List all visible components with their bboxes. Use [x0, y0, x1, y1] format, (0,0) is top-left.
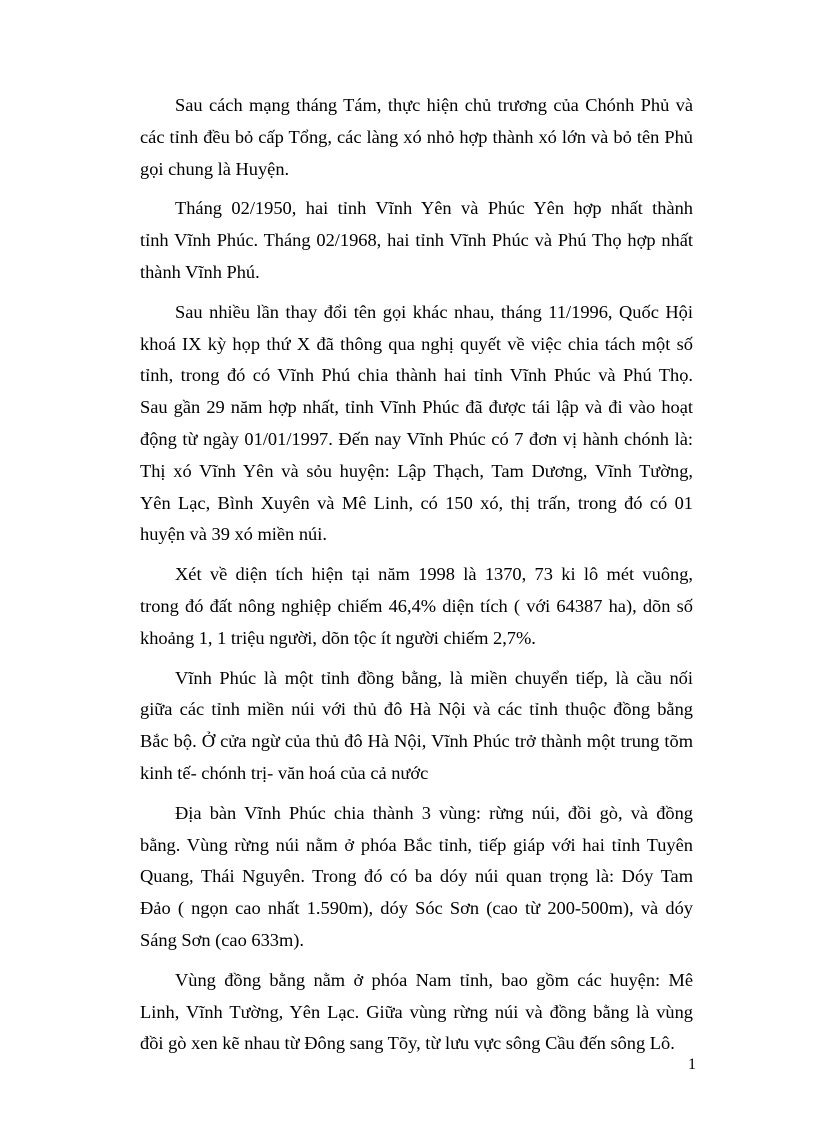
- page-number: 1: [688, 1056, 696, 1073]
- text-line: thành Vĩnh Phú.: [140, 261, 260, 282]
- text-line: Đảo ( ngọn cao nhất 1.590m), dóy Sóc Sơn (cao từ 200-500m), và dóy: [140, 898, 693, 919]
- text-line: động từ ngày 01/01/1997. Đến nay Vĩnh Phúc có 7 đơn vị hành chónh là:: [140, 428, 693, 449]
- text-line: giữa các tỉnh miền núi với thủ đô Hà Nội và các tỉnh thuộc đồng bằng: [140, 699, 693, 720]
- text-line: Vùng đồng bằng nằm ở phóa Nam tỉnh, bao gồm các huyện: Mê: [175, 969, 693, 990]
- text-line: khoá IX kỳ họp thứ X đã thông qua nghị quyết về việc chia tách một số: [140, 333, 693, 354]
- paragraph-3: [140, 297, 693, 551]
- text-line: huyện và 39 xó miền núi.: [140, 524, 327, 545]
- text-line: khoảng 1, 1 triệu người, dõn tộc ít người chiếm 2,7%.: [140, 627, 536, 648]
- paragraph-4: [140, 559, 693, 654]
- text-line: Sau nhiều lần thay đổi tên gọi khác nhau, tháng 11/1996, Quốc Hội: [175, 301, 693, 322]
- text-line: Bắc bộ. Ở cửa ngừ của thủ đô Hà Nội, Vĩnh Phúc trở thành một trung tõm: [140, 731, 693, 752]
- text-line: tỉnh Vĩnh Phúc. Tháng 02/1968, hai tỉnh Vĩnh Phúc và Phú Thọ hợp nhất: [140, 230, 693, 251]
- document-body: [140, 90, 693, 1068]
- paragraph-6: [140, 798, 693, 957]
- paragraph-7: [140, 965, 693, 1060]
- text-line: Thị xó Vĩnh Yên và sỏu huyện: Lập Thạch, Tam Dương, Vĩnh Tường,: [140, 460, 693, 481]
- text-line: bằng. Vùng rừng núi nằm ở phóa Bắc tỉnh, tiếp giáp với hai tỉnh Tuyên: [140, 834, 693, 855]
- text-line: các tỉnh đều bỏ cấp Tổng, các làng xó nhỏ hợp thành xó lớn và bỏ tên Phủ: [140, 126, 693, 147]
- text-line: gọi chung là Huyện.: [140, 158, 290, 179]
- text-line: Sau cách mạng tháng Tám, thực hiện chủ trương của Chónh Phủ và: [175, 95, 693, 115]
- text-line: Sáng Sơn (cao 633m).: [140, 929, 304, 950]
- text-line: Tháng 02/1950, hai tỉnh Vĩnh Yên và Phúc Yên hợp nhất thành: [175, 198, 693, 219]
- paragraph-5: [140, 663, 693, 790]
- text-line: Xét về diện tích hiện tại năm 1998 là 1370, 73 ki lô mét vuông,: [175, 564, 693, 585]
- text-line: trong đó đất nông nghiệp chiếm 46,4% diện tích ( với 64387 ha), dõn số: [140, 595, 693, 616]
- text-line: Yên Lạc, Bình Xuyên và Mê Linh, có 150 xó, thị trấn, trong đó có 01: [140, 492, 693, 513]
- paragraph-1: [140, 90, 693, 185]
- text-line: kinh tế- chónh trị- văn hoá của cả nước: [140, 762, 429, 783]
- text-line: Sau gần 29 năm hợp nhất, tỉnh Vĩnh Phúc đã được tái lập và đi vào hoạt: [140, 397, 693, 418]
- paragraph-2: [140, 193, 693, 288]
- text-line: Địa bàn Vĩnh Phúc chia thành 3 vùng: rừng núi, đồi gò, và đồng: [175, 802, 693, 823]
- text-line: Vĩnh Phúc là một tỉnh đồng bằng, là miền chuyển tiếp, là cầu nối: [175, 667, 693, 688]
- text-line: tỉnh, trong đó có Vĩnh Phú chia thành hai tỉnh Vĩnh Phúc và Phú Thọ.: [140, 365, 693, 386]
- text-line: Quang, Thái Nguyên. Trong đó có ba dóy núi quan trọng là: Dóy Tam: [140, 866, 693, 887]
- text-line: đồi gò xen kẽ nhau từ Đông sang Tõy, từ lưu vực sông Cầu đến sông Lô.: [140, 1033, 675, 1054]
- text-line: Linh, Vĩnh Tường, Yên Lạc. Giữa vùng rừng núi và đồng bằng là vùng: [140, 1001, 693, 1022]
